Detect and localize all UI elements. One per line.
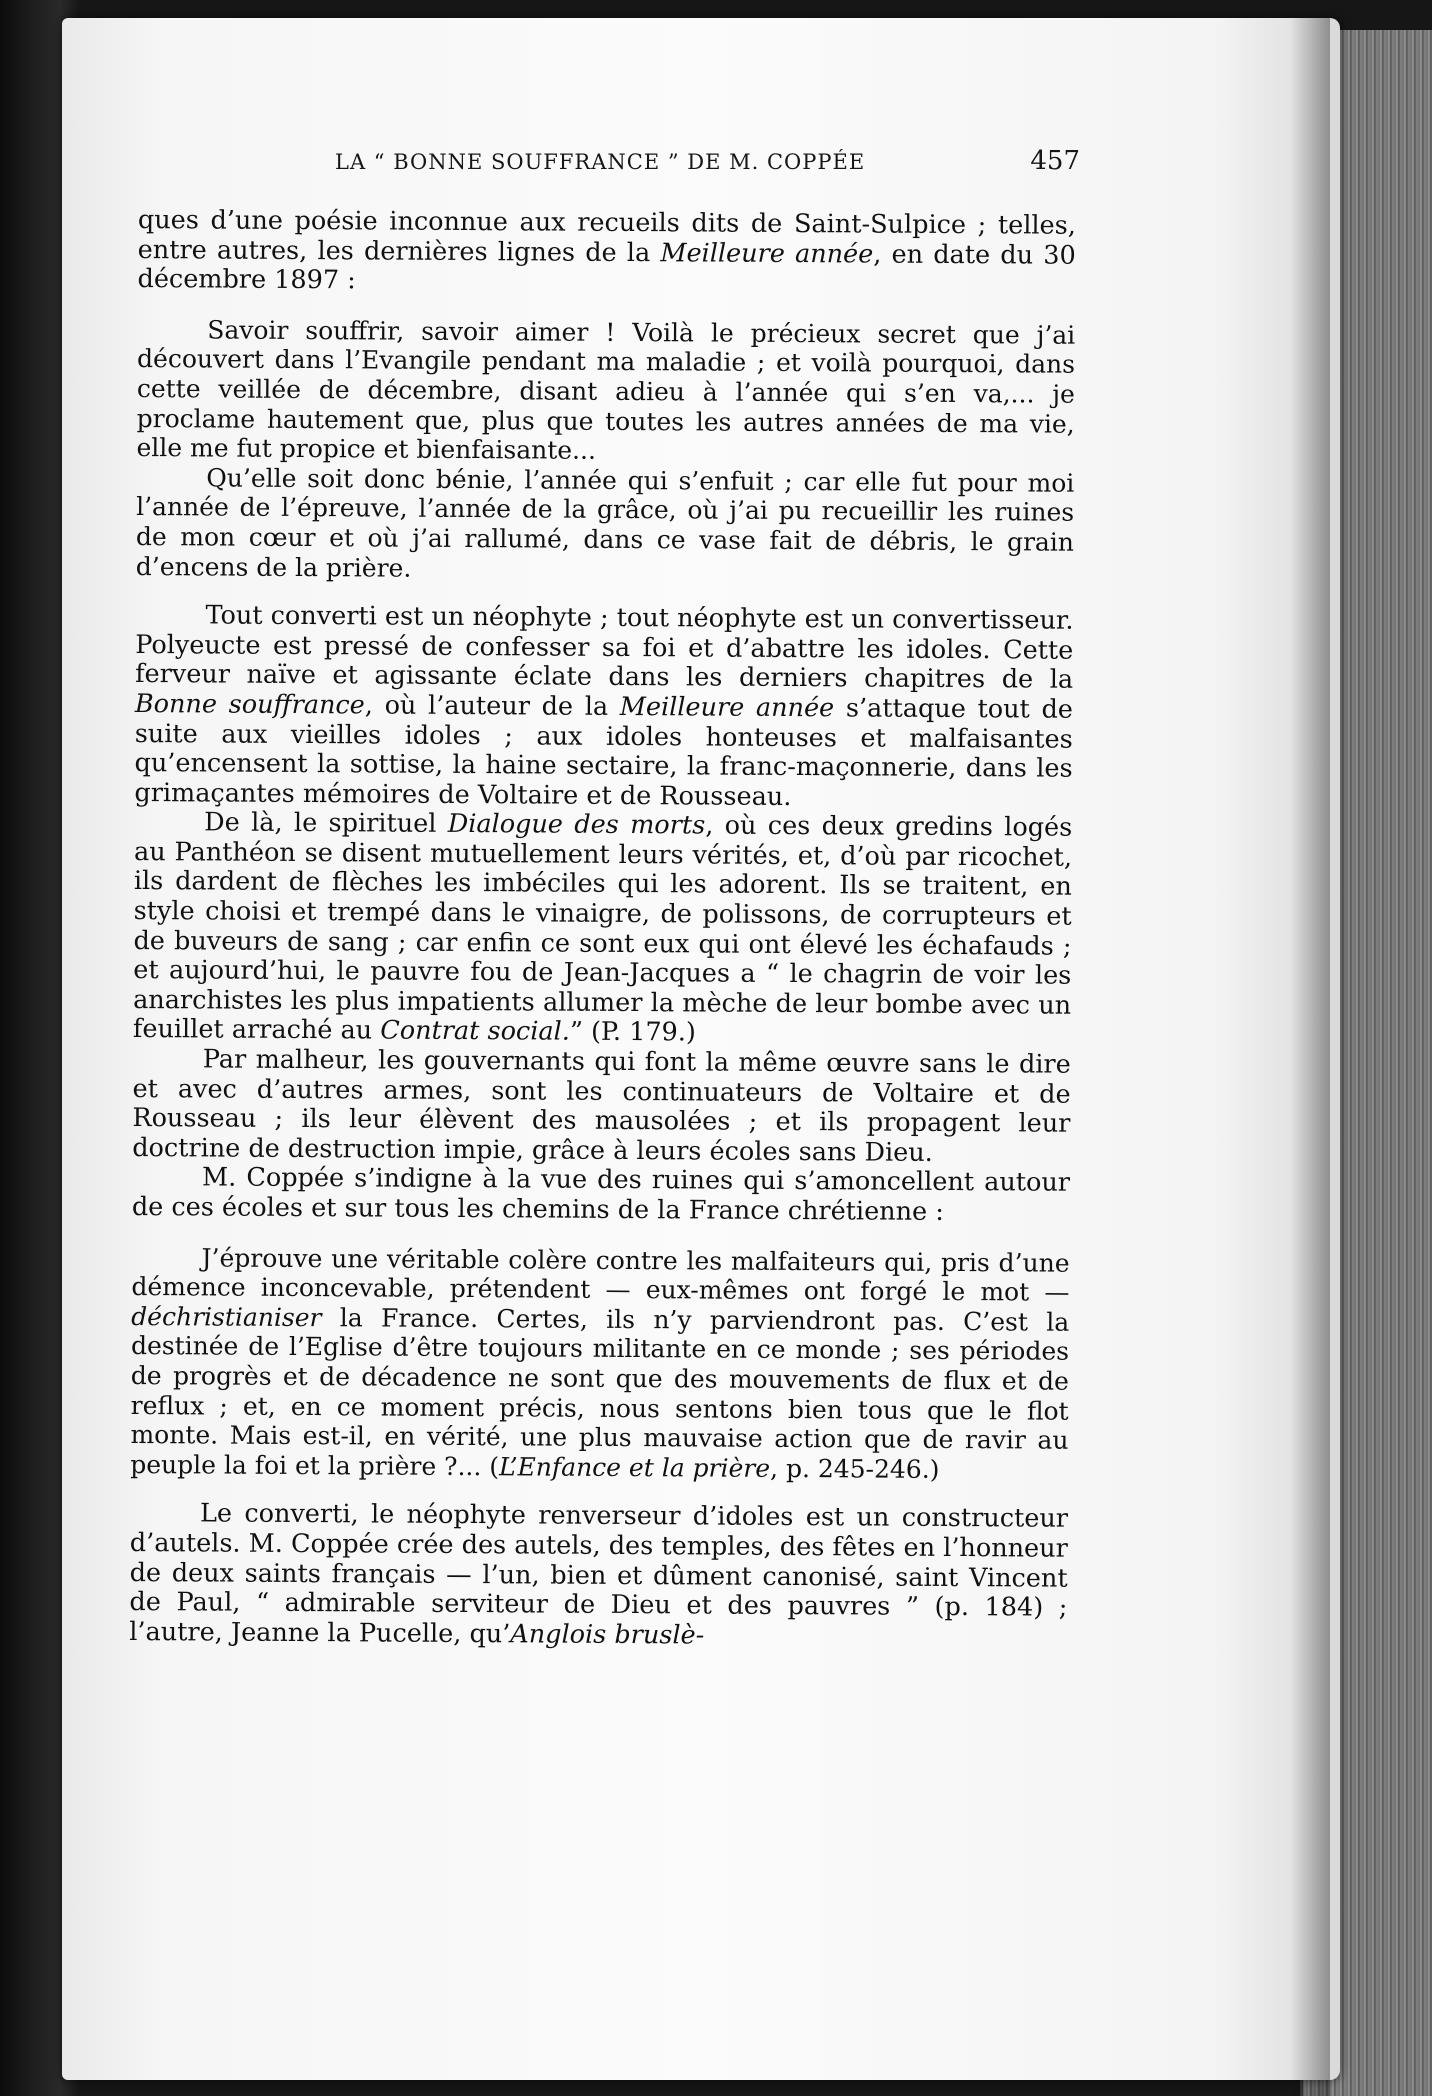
running-title: LA “ BONNE SOUFFRANCE ” DE M. COPPÉE: [335, 150, 866, 174]
running-header: [140, 146, 1080, 190]
page-number: 457: [1030, 146, 1080, 176]
italic-title: Dialogue des morts: [447, 809, 706, 841]
paragraph-4: Par malheur, les gouvernants qui font la même œuvre sans le dire et avec d’autres armes, sont les continuateurs de Voltaire et de Rousseau ; ils leur élèvent des mausolées ; et ils propagent leur doctrine de destruction impie, grâce à leurs écoles sans Dieu.: [132, 1044, 1071, 1168]
italic-title: Contrat social.: [380, 1015, 570, 1048]
paragraph-1: ques d’une poésie inconnue aux recueils dits de Saint-Sulpice ; telles, entre autres, les dernières lignes de la Meilleure année, en date du 30 décembre 1897 :: [137, 205, 1076, 296]
paragraph-3: De là, le spirituel Dialogue des morts, où ces deux gredins logés au Panthéon se disent mutuellement leurs vérités, et, d’où par ricochet, ils dardent de flèches les imbéciles qui les adorent. Ils se traitent, en style choisi et trempé dans le vinaigre, de polissons, de corrupteurs et de buveurs de sang ; car enfin ce sont eux qui ont élevé les échafauds ; et aujourd’hui, le pauvre fou de Jean-Jacques a “ le chagrin de voir les anarchistes les plus impatients allumer la mèche de leur bombe avec un feuillet arraché au Contrat social.” (P. 179.): [132, 807, 1073, 1048]
italic-word: déchristianiser: [131, 1301, 322, 1332]
italic-title: L’Enfance et la prière: [498, 1451, 771, 1483]
quote-2: Qu’elle soit donc bénie, l’année qui s’enfuit ; car elle fut pour moi l’année de l’épreuve, l’année de la grâce, où j’ai pu recueillir les ruines de mon cœur et où j’ai rallumé, dans ce vase fait de débris, le grain d’encens de la prière.: [135, 463, 1075, 583]
paragraph-2: Tout converti est un néophyte ; tout néophyte est un convertisseur. Polyeucte est pressé de confesser sa foi et d’abattre les idoles. Cette ferveur naïve et agissante éclate dans les derniers chapitres de la Bonne souffrance, où l’auteur de la Meilleure année s’attaque tout de suite aux vieilles idoles ; aux idoles honteuses et malfaisantes qu’encensent la sottise, la haine sectaire, la franc-maçonnerie, dans les grimaçantes mémoires de Voltaire et de Rousseau.: [134, 600, 1074, 812]
italic-quote: Anglois bruslè-: [510, 1619, 705, 1651]
body-text: [129, 206, 1076, 1653]
paragraph-6: Le converti, le néophyte renverseur d’idoles est un constructeur d’autels. M. Coppée crée des autels, des temples, des fêtes en l’honneur de deux saints français — l’un, bien et dûment canonisé, saint Vincent de Paul, “ admirable serviteur de Dieu et des pauvres ” (p. 184) ; l’autre, Jeanne la Pucelle, qu’Anglois bruslè-: [129, 1498, 1069, 1651]
italic-title: Bonne souffrance: [134, 688, 365, 721]
italic-title: Meilleure année: [619, 691, 835, 724]
quote-3: J’éprouve une véritable colère contre les malfaiteurs qui, pris d’une démence inconcevable, prétendent — eux-mêmes ont forgé le mot — déchristianiser la France. Certes, ils n’y parviendront pas. C’est la destinée de l’Eglise d’être toujours militante en ce monde ; ses périodes de progrès et de décadence ne sont que des mouvements de flux et de reflux ; et, en ce moment précis, nous sentons bien tous que le flot monte. Mais est-il, en vérité, une plus mauvaise action que de ravir au peuple la foi et la prière ?... (L’Enfance et la prière, p. 245-246.): [130, 1243, 1070, 1484]
quote-1: Savoir souffrir, savoir aimer ! Voilà le précieux secret que j’ai découvert dans l’Evangile pendant ma maladie ; et voilà pourquoi, dans cette veillée de décembre, disant adieu à l’année qui s’en va,... je proclame hautement que, plus que toutes les autres années de ma vie, elle me fut propice et bienfaisante...: [136, 315, 1076, 465]
paragraph-5: M. Coppée s’indigne à la vue des ruines qui s’amoncellent autour de ces écoles et sur tous les chemins de la France chrétienne :: [131, 1162, 1071, 1227]
italic-title: Meilleure année: [660, 237, 874, 270]
gutter-shadow: [1290, 18, 1330, 2096]
